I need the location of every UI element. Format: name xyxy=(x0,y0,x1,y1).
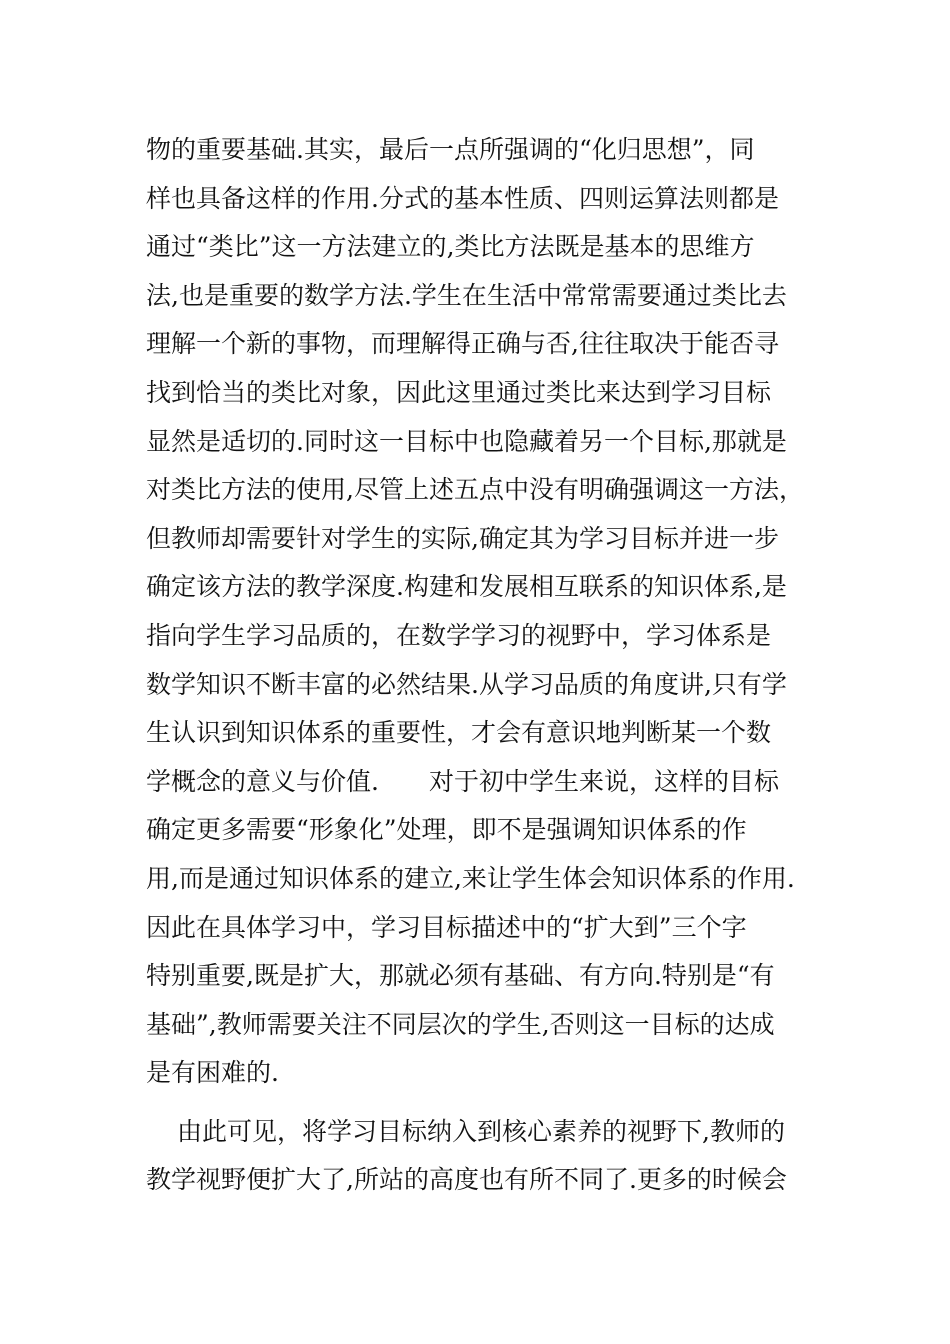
paragraph-line: 特别重要,既是扩大，那就必须有基础、有方向.特别是“有 xyxy=(146,961,775,991)
paragraph-line: 数学知识不断丰富的必然结果.从学习品质的角度讲,只有学 xyxy=(146,669,787,699)
paragraph-line: 因此在具体学习中，学习目标描述中的“扩大到”三个字 xyxy=(146,912,747,942)
paragraph-line: 样也具备这样的作用.分式的基本性质、四则运算法则都是 xyxy=(146,183,779,213)
paragraph-line: 物的重要基础.其实，最后一点所强调的“化归思想”，同 xyxy=(146,135,755,164)
paragraph-line: 显然是适切的.同时这一目标中也隐藏着另一个目标,那就是 xyxy=(146,426,787,456)
paragraph-line: 学概念的意义与价值. 对于初中学生来说，这样的目标 xyxy=(146,766,779,796)
paragraph-line: 但教师却需要针对学生的实际,确定其为学习目标并进一步 xyxy=(146,523,779,553)
paragraph-line: 生认识到知识体系的重要性，才会有意识地判断某一个数 xyxy=(146,718,772,748)
paragraph-line: 法,也是重要的数学方法.学生在生活中常常需要通过类比去 xyxy=(146,280,787,310)
paragraph-line: 找到恰当的类比对象，因此这里通过类比来达到学习目标 xyxy=(146,377,772,407)
paragraph-line: 通过“类比”这一方法建立的,类比方法既是基本的思维方 xyxy=(146,232,755,262)
paragraph-spacer xyxy=(146,1098,816,1108)
paragraph-line: 确定该方法的教学深度.构建和发展相互联系的知识体系,是 xyxy=(146,572,787,602)
paragraph-line: 对类比方法的使用,尽管上述五点中没有明确强调这一方法， xyxy=(146,475,804,505)
body-text xyxy=(146,126,816,1205)
paragraph-line: 教学视野便扩大了,所站的高度也有所不同了.更多的时候会 xyxy=(146,1165,787,1195)
paragraph-line: 由此可见，将学习目标纳入到核心素养的视野下,教师的 xyxy=(177,1116,785,1146)
paragraph-line: 理解一个新的事物，而理解得正确与否,往往取决于能否寻 xyxy=(146,329,779,359)
paragraph-1 xyxy=(146,126,816,1098)
paragraph-line: 基础”,教师需要关注不同层次的学生,否则这一目标的达成 xyxy=(146,1009,775,1039)
paragraph-2 xyxy=(146,1108,816,1205)
paragraph-line: 是有困难的. xyxy=(146,1058,279,1088)
paragraph-line: 指向学生学习品质的，在数学学习的视野中，学习体系是 xyxy=(146,620,772,650)
paragraph-line: 确定更多需要“形象化”处理，即不是强调知识体系的作 xyxy=(146,815,747,845)
paragraph-line: 用,而是通过知识体系的建立,来让学生体会知识体系的作用. xyxy=(146,863,795,893)
